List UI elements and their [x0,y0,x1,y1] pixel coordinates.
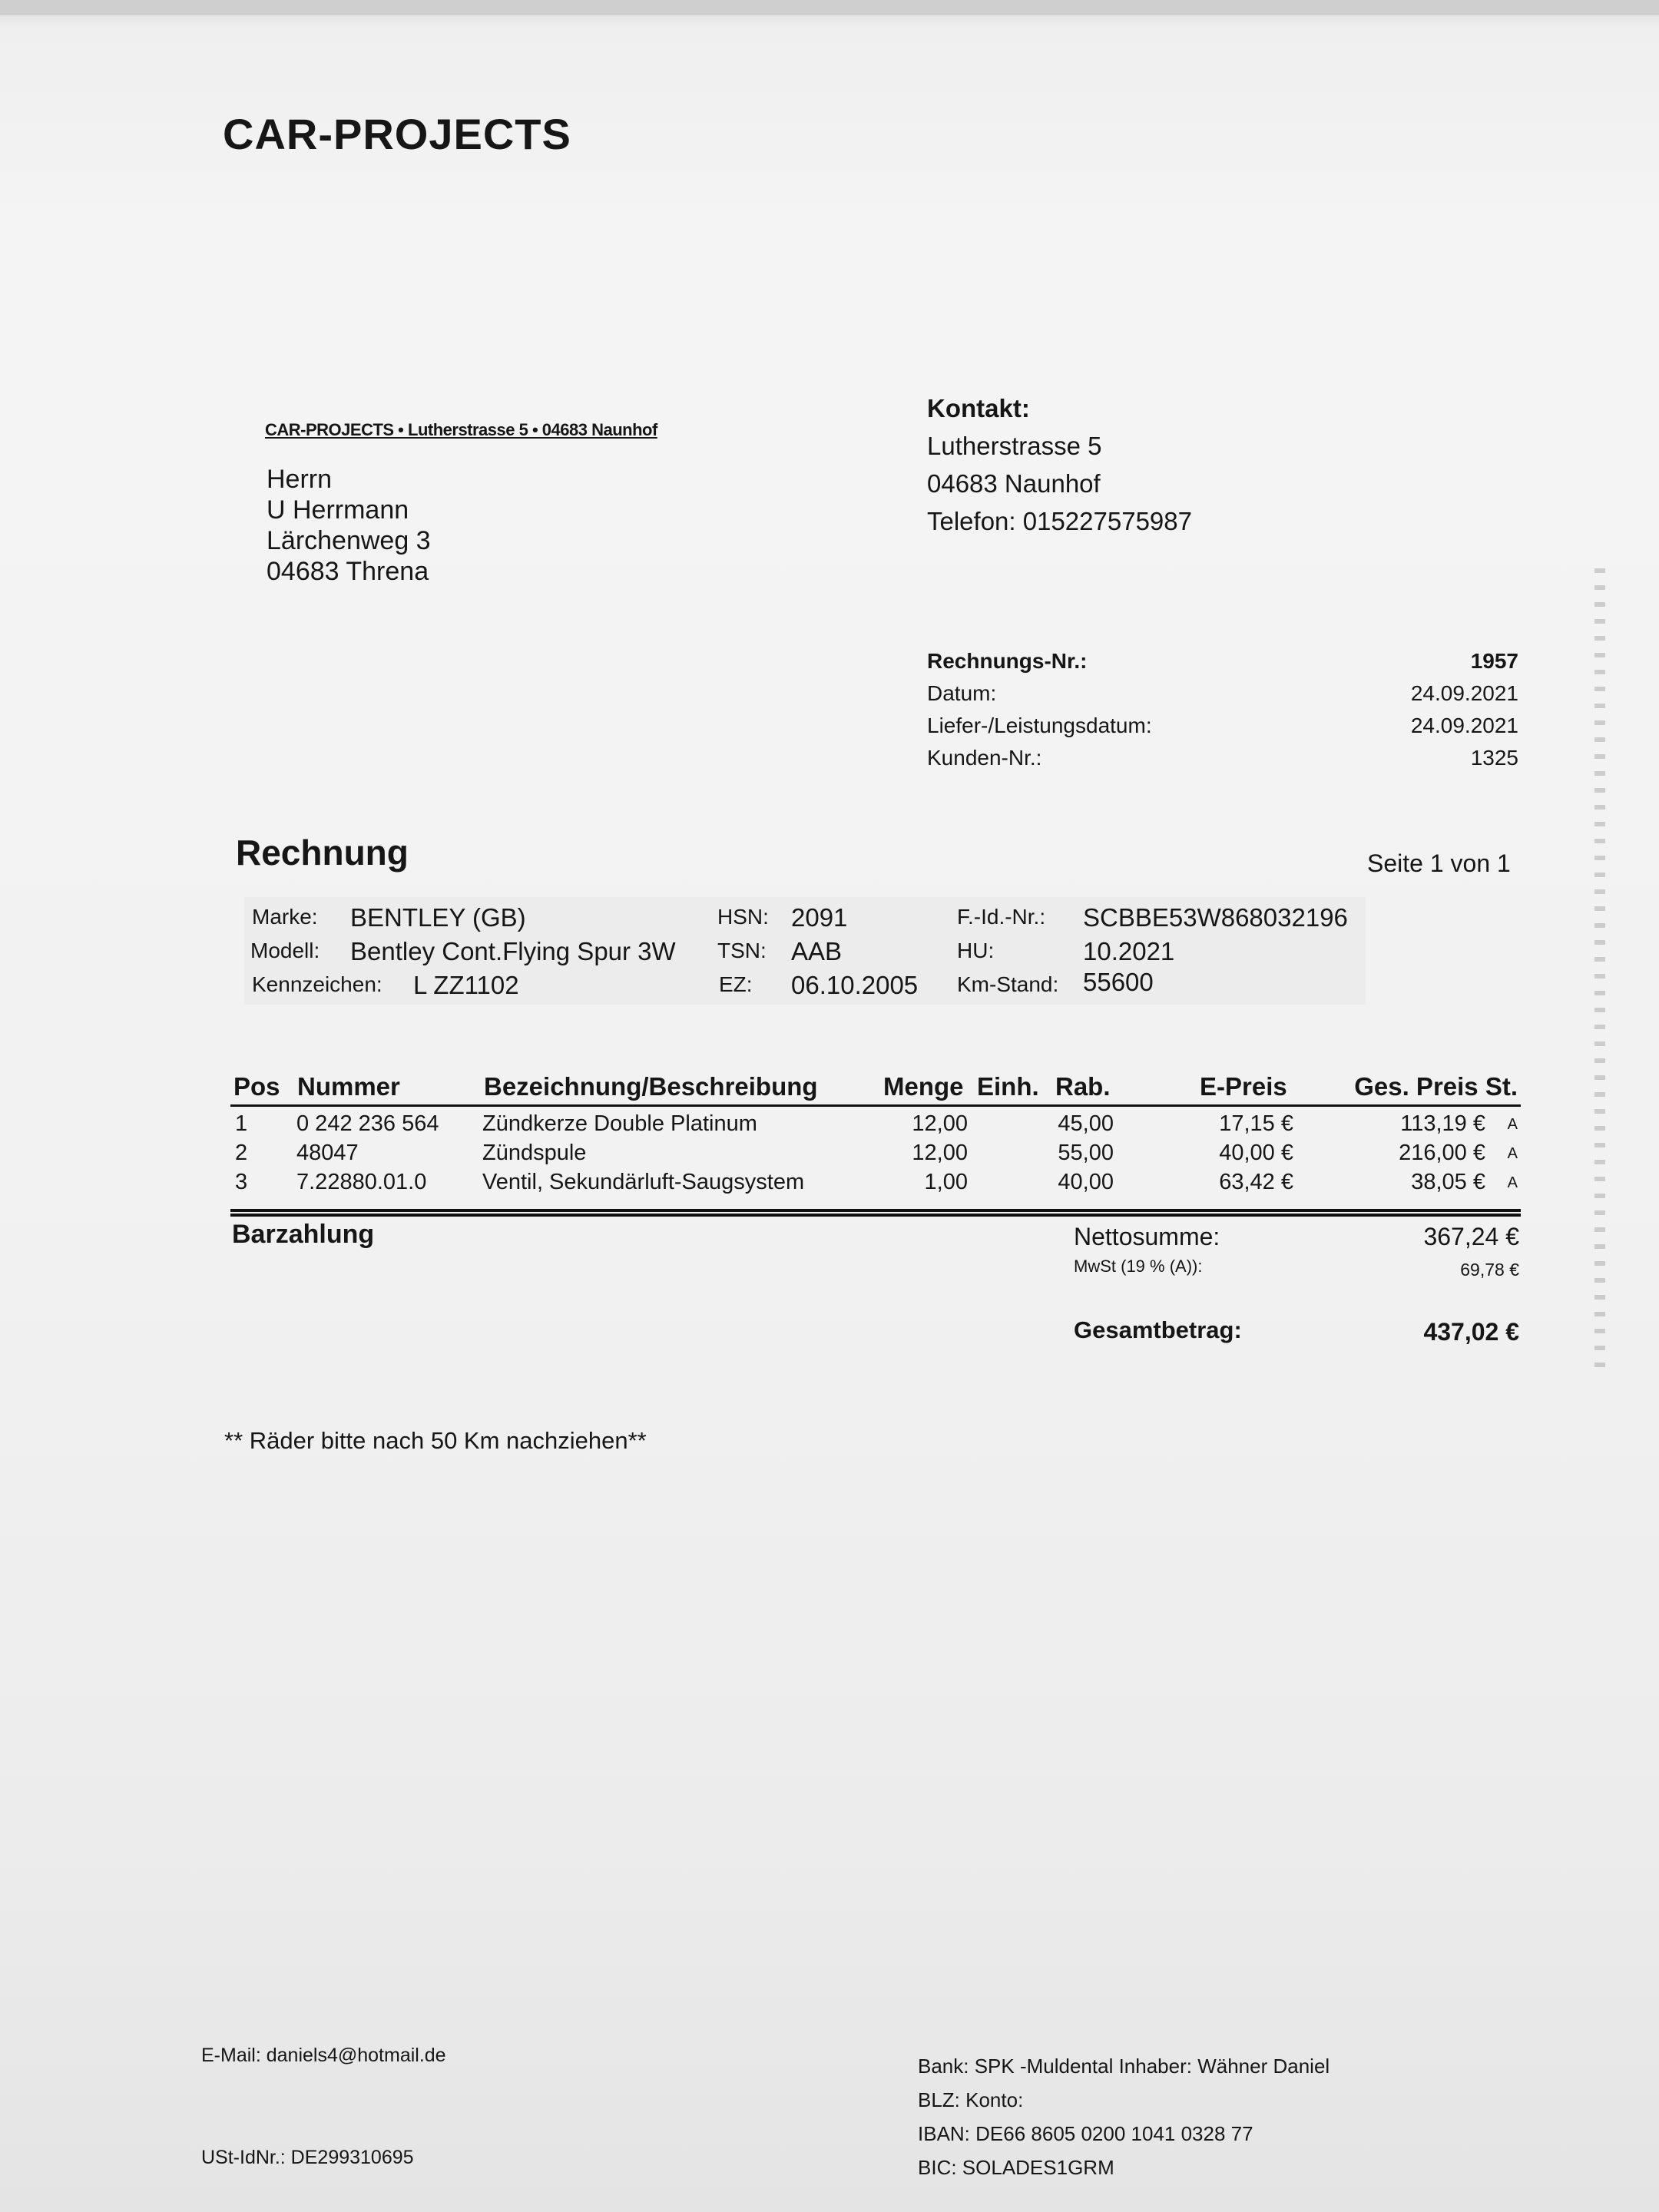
col-gespreis: Ges. Preis St. [1354,1072,1518,1101]
payment-method: Barzahlung [232,1220,375,1249]
document-title: Rechnung [236,833,409,873]
cell-nummer: 48047 [296,1141,359,1165]
mwst-label: MwSt (19 % (A)): [1074,1257,1203,1276]
marke-label: Marke: [252,905,318,929]
cell-pos: 2 [235,1141,248,1165]
tsn-label: TSN: [717,939,767,962]
recipient-line: 04683 Threna [267,557,429,586]
modell-label: Modell: [250,939,320,962]
meta-value: 24.09.2021 [1410,714,1518,737]
recipient-line: Lärchenweg 3 [267,526,431,555]
table-footer-rule [230,1209,1521,1217]
modell-value: Bentley Cont.Flying Spur 3W [350,937,676,965]
col-rab: Rab. [1055,1072,1111,1101]
cell-gespreis: 216,00 € [1399,1141,1485,1165]
cell-st: A [1507,1174,1518,1191]
vehicle-info [244,897,1366,1005]
meta-value: 1325 [1470,746,1518,770]
kennzeichen-label: Kennzeichen: [252,972,382,996]
hu-label: HU: [957,939,995,962]
cell-st: A [1507,1116,1518,1133]
cell-st: A [1507,1145,1518,1162]
footer-bic: BIC: SOLADES1GRM [918,2156,1114,2179]
cell-nummer: 7.22880.01.0 [296,1170,427,1194]
ez-label: EZ: [719,972,753,996]
cell-bezeichnung: Zündkerze Double Platinum [482,1111,757,1136]
cell-gespreis: 113,19 € [1400,1111,1485,1136]
kennzeichen-value: L ZZ1102 [413,971,519,999]
page-info: Seite 1 von 1 [1367,849,1511,877]
hsn-value: 2091 [791,903,848,932]
table-row [230,1165,1521,1194]
cell-menge: 12,00 [912,1141,968,1165]
contact-block [927,389,1192,540]
col-einh: Einh. [977,1072,1039,1101]
netto-value: 367,24 € [1423,1223,1519,1250]
col-epreis: E-Preis [1200,1072,1287,1101]
table-header [230,1068,1521,1107]
tsn-value: AAB [791,937,843,965]
meta-row [927,710,1518,742]
invoice-meta [927,645,1518,774]
cell-rab: 40,00 [1058,1170,1114,1194]
contact-line: Lutherstrasse 5 [927,432,1102,460]
cell-rab: 55,00 [1058,1141,1114,1165]
cell-epreis: 63,42 € [1219,1170,1293,1194]
table-row [230,1136,1521,1165]
hu-value: 10.2021 [1083,937,1175,965]
footer-email: E-Mail: daniels4@hotmail.de [201,2045,446,2066]
cell-epreis: 17,15 € [1219,1111,1293,1136]
meta-label: Rechnungs-Nr.: [927,649,1088,673]
netto-label: Nettosumme: [1074,1223,1220,1250]
col-menge: Menge [883,1072,964,1101]
line-items-table [230,1068,1521,1194]
gesamt-value: 437,02 € [1423,1318,1519,1346]
ez-value: 06.10.2005 [791,971,919,999]
cell-bezeichnung: Zündspule [482,1141,587,1165]
cell-rab: 45,00 [1058,1111,1114,1136]
hsn-label: HSN: [717,905,769,929]
invoice-note: ** Räder bitte nach 50 Km nachziehen** [224,1427,647,1454]
fid-value: SCBBE53W868032196 [1083,903,1348,932]
footer-iban: IBAN: DE66 8605 0200 1041 0328 77 [918,2122,1253,2145]
gesamt-label: Gesamtbetrag: [1074,1316,1242,1343]
table-row [230,1107,1521,1136]
sender-address-line: CAR-PROJECTS • Lutherstrasse 5 • 04683 Naunhof [265,420,657,439]
page-top-shadow [0,0,1659,15]
fid-label: F.-Id.-Nr.: [957,905,1046,929]
contact-line: Telefon: 015227575987 [927,507,1192,535]
meta-row [927,742,1518,774]
footer-ustid: USt-IdNr.: DE299310695 [201,2147,414,2168]
footer-bank: Bank: SPK -Muldental Inhaber: Wähner Daniel [918,2055,1330,2078]
mwst-value: 69,78 € [1460,1260,1519,1280]
cell-epreis: 40,00 € [1219,1141,1293,1165]
cell-gespreis: 38,05 € [1411,1170,1485,1194]
meta-value: 24.09.2021 [1410,681,1518,705]
footer-bank-info [918,2049,1330,2184]
recipient-address [267,464,431,587]
col-nummer: Nummer [297,1072,400,1101]
col-bezeichnung: Bezeichnung/Beschreibung [484,1072,818,1101]
cell-nummer: 0 242 236 564 [296,1111,439,1136]
marke-value: BENTLEY (GB) [350,903,526,932]
contact-heading: Kontakt: [927,394,1030,422]
cell-menge: 12,00 [912,1111,968,1136]
meta-value: 1957 [1470,649,1518,673]
meta-label: Kunden-Nr.: [927,746,1042,770]
meta-label: Datum: [927,681,997,705]
cell-pos: 1 [235,1111,248,1136]
recipient-line: U Herrmann [267,495,409,525]
meta-label: Liefer-/Leistungsdatum: [927,714,1152,737]
company-name: CAR-PROJECTS [223,110,571,158]
page-edge-marks [1594,568,1605,1367]
meta-row [927,645,1518,677]
km-label: Km-Stand: [957,972,1059,996]
cell-pos: 3 [235,1170,248,1194]
km-value: 55600 [1083,968,1154,996]
footer-blz: BLZ: Konto: [918,2088,1024,2111]
contact-line: 04683 Naunhof [927,469,1101,498]
meta-row [927,677,1518,710]
recipient-line: Herrn [267,465,333,494]
cell-menge: 1,00 [924,1170,968,1194]
col-pos: Pos [233,1072,280,1101]
cell-bezeichnung: Ventil, Sekundärluft-Saugsystem [482,1170,805,1194]
